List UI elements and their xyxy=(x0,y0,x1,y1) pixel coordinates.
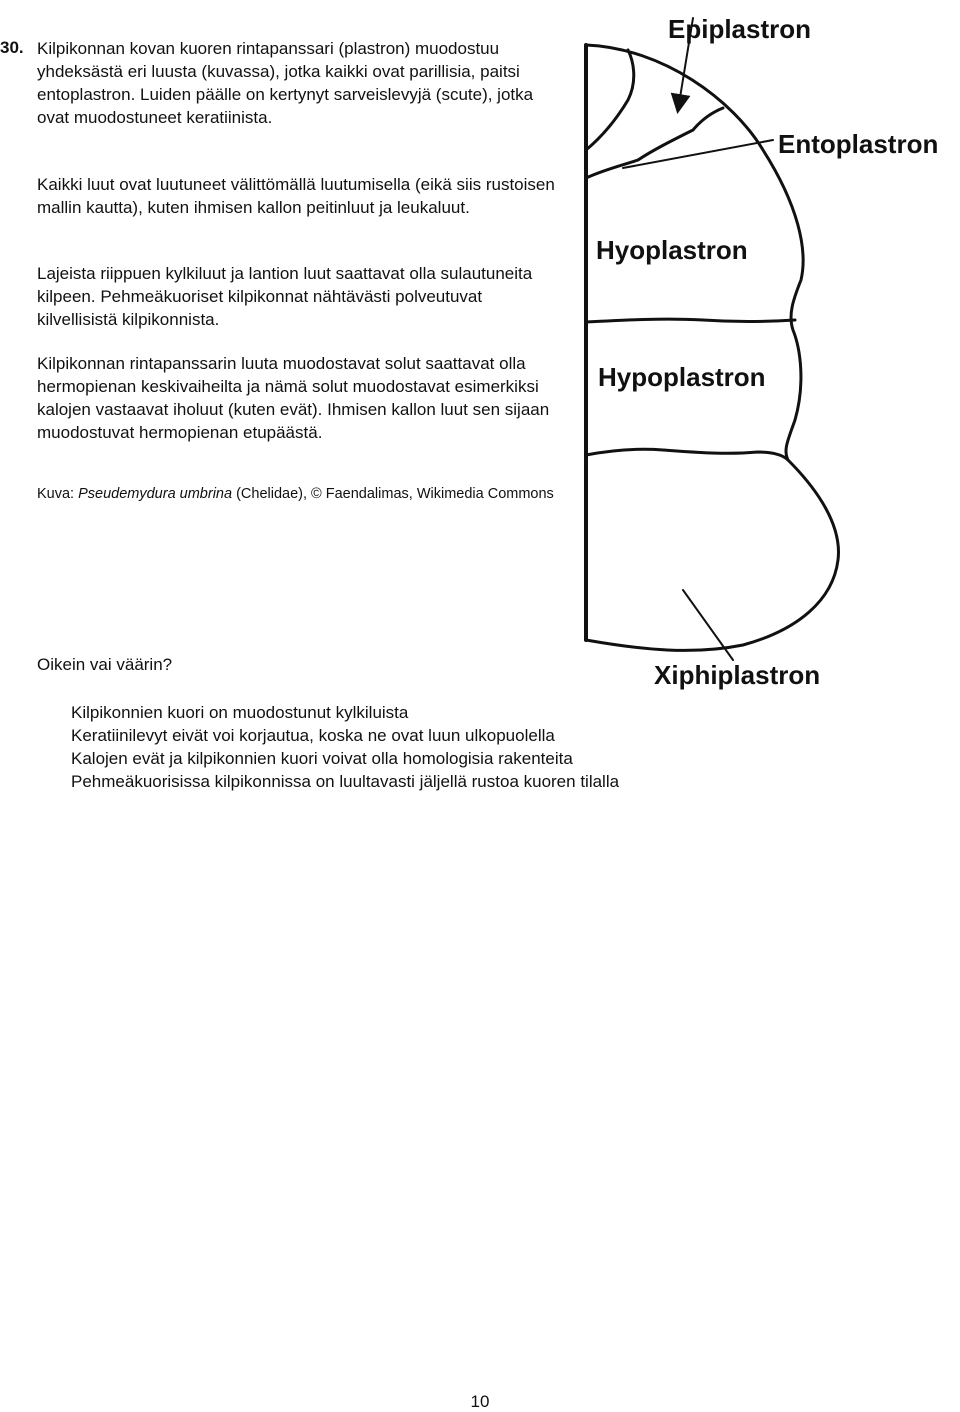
label-epiplastron: Epiplastron xyxy=(668,14,812,44)
epi-hyo-suture xyxy=(586,108,723,178)
statement-text: Pehmeäkuorisissa kilpikonnissa on luultavasti jäljellä rustoa kuoren tilalla xyxy=(71,772,620,791)
label-entoplastron: Entoplastron xyxy=(778,129,939,159)
paragraph-text: Kilpikonnan rintapanssarin luuta muodostavat solut saattavat olla hermopienan keskivaiheilta ja nämä solut muodostavat esimerkiksi kalojen vastaavat iholuut (kuten evät). Ihmisen kallon luut sen sijaan muodostuvat hermopienan etupäästä. xyxy=(37,354,550,442)
paragraph-ossification xyxy=(37,173,567,219)
label-hypoplastron: Hypoplastron xyxy=(598,362,766,392)
figure-caption xyxy=(37,485,557,504)
paragraph-ribs xyxy=(37,262,567,331)
statement-text: Kilpikonnien kuori on muodostunut kylkiluista xyxy=(71,703,409,722)
caption-prefix: Kuva: xyxy=(37,486,79,502)
entoplastron-outline xyxy=(586,50,634,150)
label-hyoplastron: Hyoplastron xyxy=(596,235,748,265)
hypo-xiphi-suture xyxy=(586,449,788,460)
statement-text: Keratiinilevyt eivät voi korjautua, koska ne ovat luun ulkopuolella xyxy=(71,726,555,745)
hyo-hypo-suture xyxy=(586,319,795,322)
caption-credit: (Chelidae), © Faendalimas, Wikimedia Commons xyxy=(232,486,554,502)
paragraph-text: Lajeista riippuen kylkiluut ja lantion luut saattavat olla sulautuneita kilpeen. Pehmeäkuoriset kilpikonnat nähtävästi polveutuvat kilvellisistä kilpikonnista. xyxy=(37,264,533,329)
true-false-prompt: Oikein vai väärin? xyxy=(37,655,173,674)
question-number: 30. xyxy=(0,38,24,57)
plastron-figure xyxy=(583,0,960,700)
page-number: 10 xyxy=(470,1392,490,1411)
paragraph-text: Kilpikonnan kovan kuoren rintapanssari (plastron) muodostuu yhdeksästä eri luusta (kuvassa), jotka kaikki ovat parillisia, paitsi entoplastron. Luiden päälle on kertynyt sarveislevyjä (scute), jotka ovat muodostuneet keratiinista. xyxy=(37,39,534,127)
statement-text: Kalojen evät ja kilpikonnien kuori voivat olla homologisia rakenteita xyxy=(71,749,573,768)
plastron-diagram xyxy=(583,0,960,700)
caption-species: Pseudemydura umbrina xyxy=(78,486,233,502)
paragraph-text: Kaikki luut ovat luutuneet välittömällä luutumisella (eikä siis rustoisen mallin kautta), kuten ihmisen kallon peitinluut ja leukaluut. xyxy=(37,175,555,217)
paragraph-neural-crest xyxy=(37,352,567,444)
label-xiphiplastron: Xiphiplastron xyxy=(654,660,821,690)
paragraph-plastron-intro xyxy=(37,37,567,129)
